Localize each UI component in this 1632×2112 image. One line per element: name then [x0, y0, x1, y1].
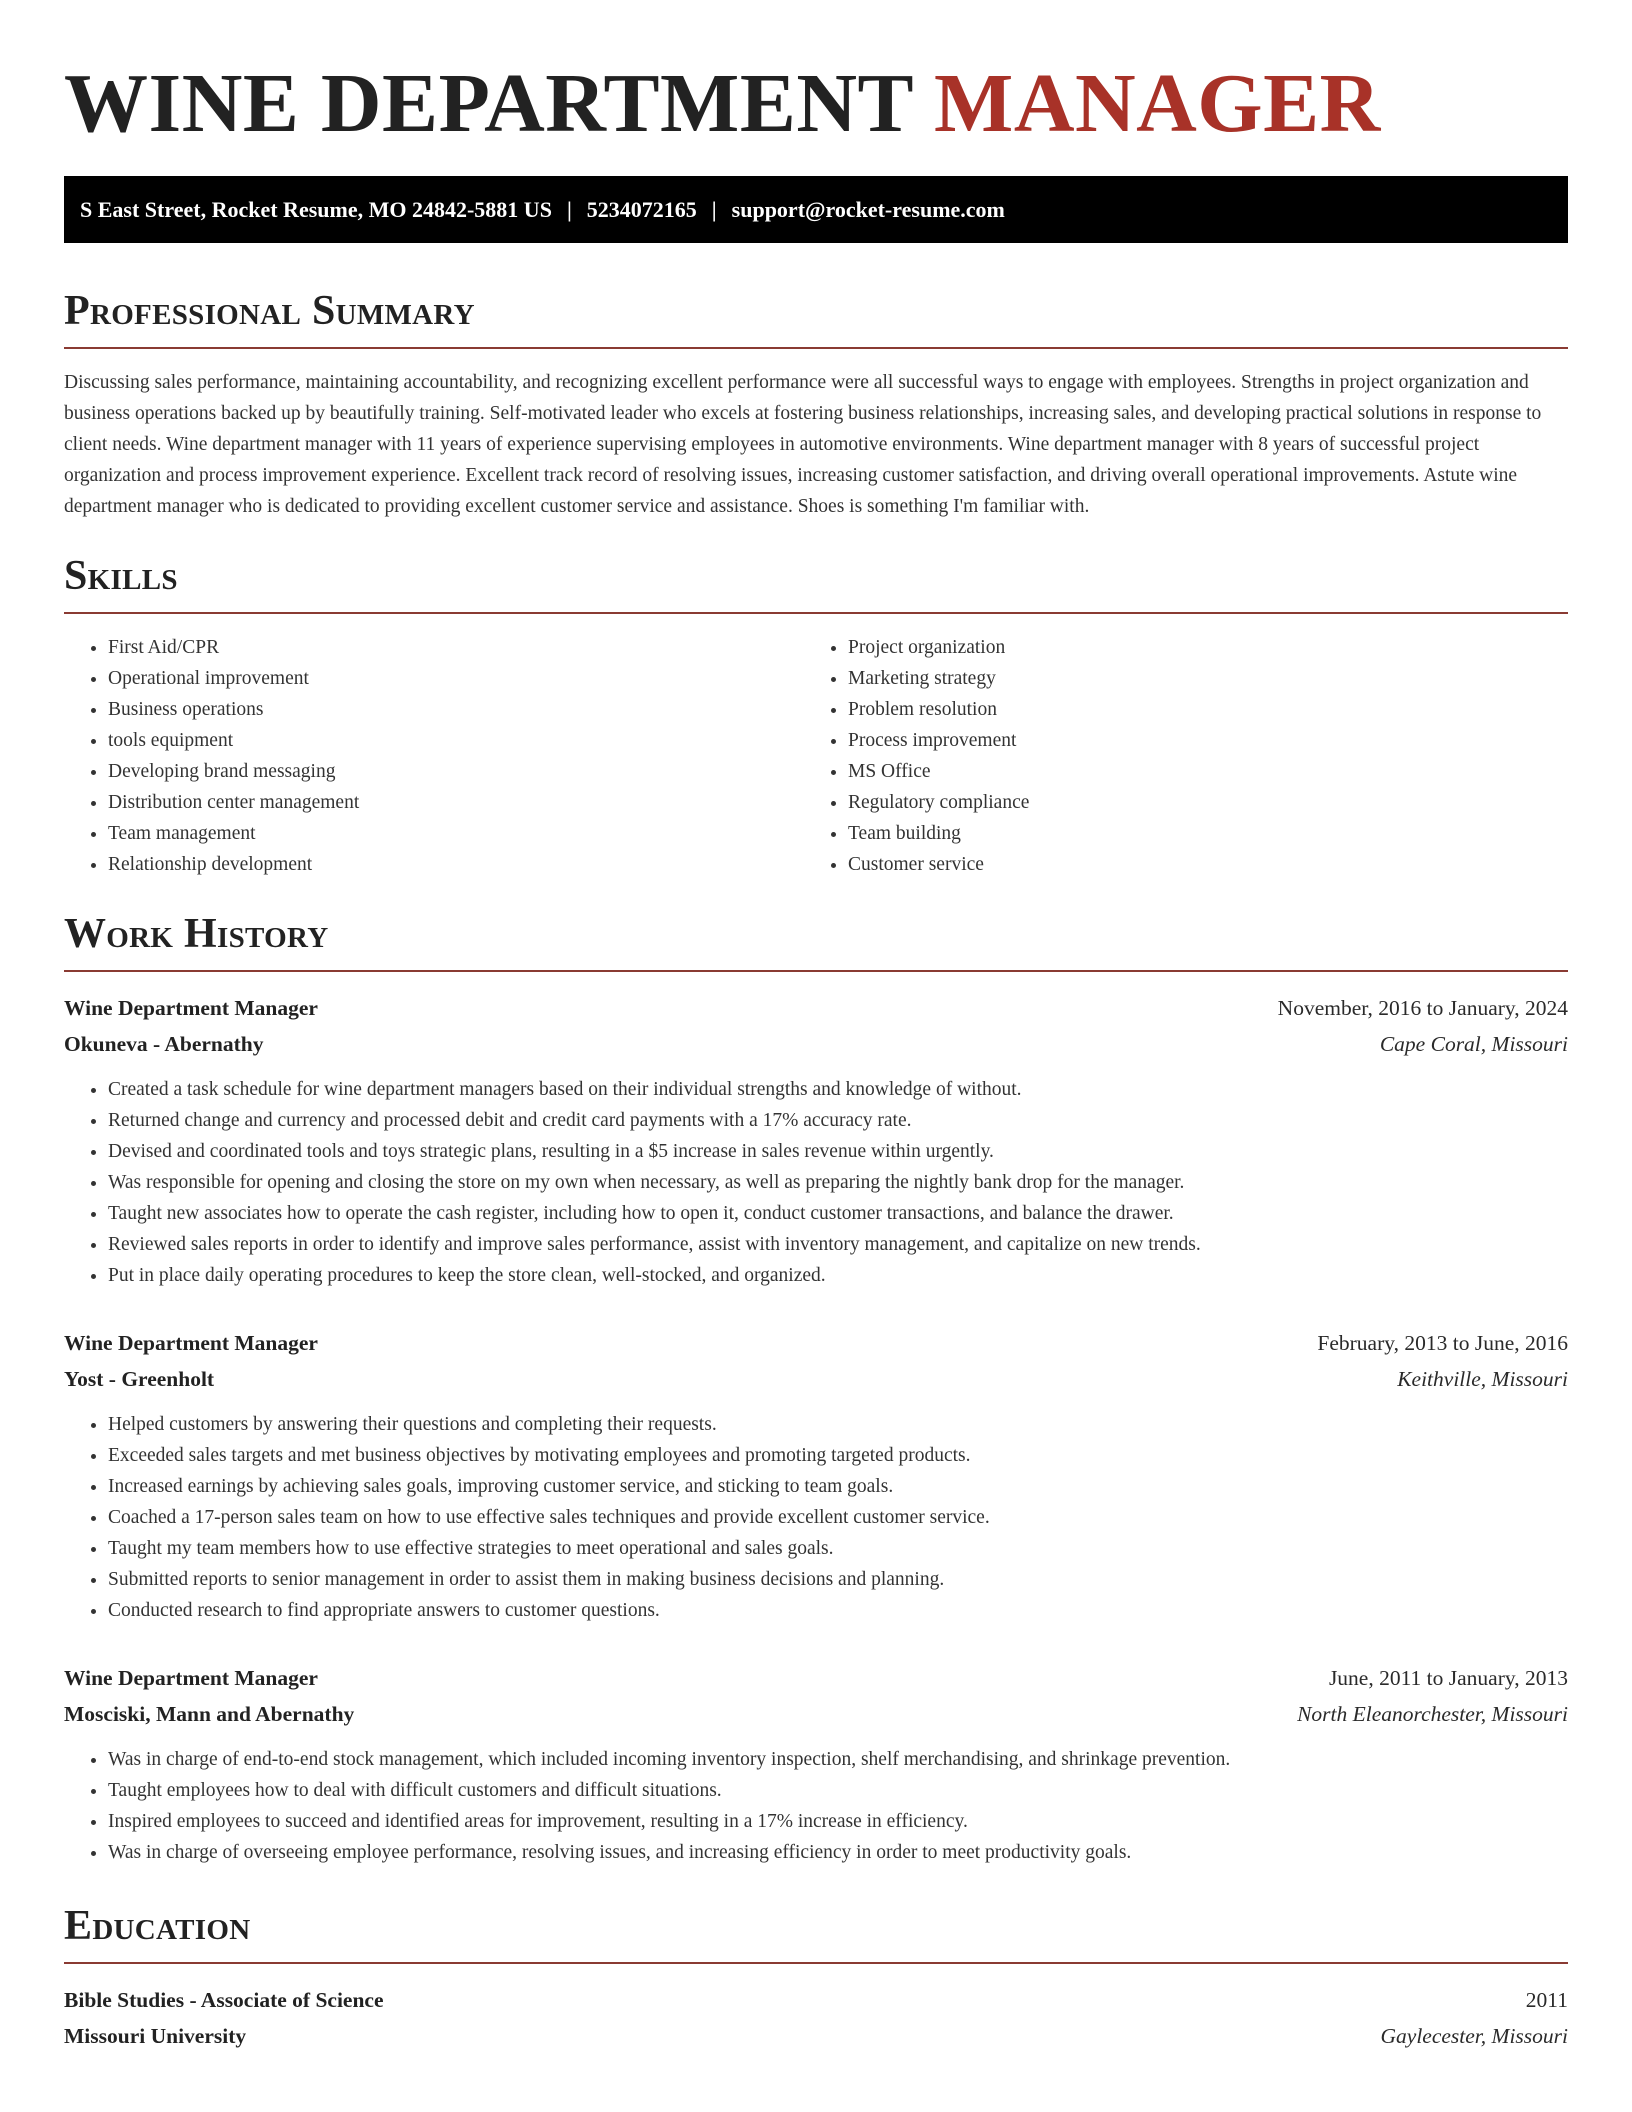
job-location: North Eleanorchester, Missouri	[1297, 1702, 1568, 1726]
summary-section	[64, 287, 1568, 522]
job-entry	[64, 1660, 1568, 1868]
job-header-row	[64, 1660, 1568, 1696]
job-company: Yost - Greenholt	[64, 1367, 215, 1391]
work-history-heading: Work History	[64, 911, 329, 957]
section-divider	[64, 970, 1568, 972]
skill-item: • Relationship development	[108, 849, 804, 880]
title-accent: MANAGER	[934, 57, 1381, 150]
contact-separator: |	[566, 196, 572, 222]
education-heading: Education	[64, 1903, 251, 1949]
skill-item: • Project organization	[848, 632, 1544, 663]
job-company-row	[64, 1026, 1568, 1062]
contact-address: S East Street, Rocket Resume, MO 24842-5881 US	[80, 196, 552, 222]
job-bullet: • Was in charge of overseeing employee performance, resolving issues, and increasing efficiency in order to meet productivity goals.	[108, 1837, 1568, 1868]
education-degree-row	[64, 1982, 1568, 2018]
education-degree: Bible Studies - Associate of Science	[64, 1988, 384, 2012]
job-bullet: • Taught new associates how to operate the cash register, including how to open it, conduct customer transactions, and balance the drawer.	[108, 1198, 1568, 1229]
skill-item: • Problem resolution	[848, 694, 1544, 725]
job-bullet: • Increased earnings by achieving sales goals, improving customer service, and sticking to team goals.	[108, 1471, 1568, 1502]
job-dates: February, 2013 to June, 2016	[1317, 1331, 1568, 1355]
job-bullet: • Returned change and currency and processed debit and credit card payments with a 17% accuracy rate.	[108, 1105, 1568, 1136]
job-title: Wine Department Manager	[64, 1331, 318, 1355]
job-dates: June, 2011 to January, 2013	[1328, 1666, 1568, 1690]
contact-email: support@rocket-resume.com	[731, 196, 1005, 222]
job-bullet: • Reviewed sales reports in order to identify and improve sales performance, assist with inventory management, and capitalize on new trends.	[108, 1229, 1568, 1260]
summary-heading: Professional Summary	[64, 288, 475, 334]
skills-section	[64, 552, 1568, 880]
skill-item: • Operational improvement	[108, 663, 804, 694]
job-bullet: • Coached a 17-person sales team on how to use effective sales techniques and provide excellent customer service.	[108, 1502, 1568, 1533]
job-location: Cape Coral, Missouri	[1379, 1032, 1568, 1056]
skill-item: • First Aid/CPR	[108, 632, 804, 663]
job-header-row	[64, 990, 1568, 1026]
skill-item: • Customer service	[848, 849, 1544, 880]
skill-item: • tools equipment	[108, 725, 804, 756]
education-location: Gaylecester, Missouri	[1380, 2024, 1568, 2048]
skill-item: • Business operations	[108, 694, 804, 725]
work-history-section	[64, 910, 1568, 1868]
resume-title	[64, 54, 1568, 154]
skills-columns	[64, 632, 1568, 880]
job-location: Keithville, Missouri	[1397, 1367, 1568, 1391]
job-bullet: • Inspired employees to succeed and identified areas for improvement, resulting in a 17% increase in efficiency.	[108, 1806, 1568, 1837]
education-section	[64, 1902, 1568, 2054]
skills-list-left	[64, 632, 804, 880]
job-company: Mosciski, Mann and Abernathy	[64, 1702, 355, 1726]
education-year: 2011	[1525, 1988, 1568, 2012]
education-school: Missouri University	[64, 2024, 247, 2048]
job-bullet: • Taught my team members how to use effective strategies to meet operational and sales goals.	[108, 1533, 1568, 1564]
job-company-row	[64, 1696, 1568, 1732]
skill-item: • Process improvement	[848, 725, 1544, 756]
job-title: Wine Department Manager	[64, 1666, 318, 1690]
job-bullet: • Helped customers by answering their questions and completing their requests.	[108, 1409, 1568, 1440]
job-entry	[64, 1325, 1568, 1626]
skill-item: • Regulatory compliance	[848, 787, 1544, 818]
section-divider	[64, 347, 1568, 349]
job-title: Wine Department Manager	[64, 996, 318, 1020]
skill-item: • Team management	[108, 818, 804, 849]
contact-separator: |	[711, 196, 717, 222]
job-header-row	[64, 1325, 1568, 1361]
job-entry	[64, 990, 1568, 1291]
job-company: Okuneva - Abernathy	[64, 1032, 264, 1056]
skill-item: • MS Office	[848, 756, 1544, 787]
job-bullets	[64, 1744, 1568, 1868]
skill-item: • Distribution center management	[108, 787, 804, 818]
skill-item: • Team building	[848, 818, 1544, 849]
job-bullet: • Submitted reports to senior management in order to assist them in making business decisions and planning.	[108, 1564, 1568, 1595]
skill-item: • Developing brand messaging	[108, 756, 804, 787]
skills-list-right	[804, 632, 1544, 880]
job-bullet: • Exceeded sales targets and met business objectives by motivating employees and promoting targeted products.	[108, 1440, 1568, 1471]
skill-item: • Marketing strategy	[848, 663, 1544, 694]
job-bullet: • Put in place daily operating procedures to keep the store clean, well-stocked, and organized.	[108, 1260, 1568, 1291]
title-main: WINE DEPARTMENT	[64, 57, 913, 150]
job-bullets	[64, 1409, 1568, 1626]
summary-text: Discussing sales performance, maintaining accountability, and recognizing excellent performance were all successful ways to engage with employees. Strengths in project organization and business operations backed up by beautifully training. Self-motivated leader who excels at fostering business relationships, increasing sales, and developing practical solutions in response to client needs. Wine department manager with 11 years of experience supervising employees in automotive environments. Wine department manager with 8 years of successful project organization and process improvement experience. Excellent track record of resolving issues, increasing customer satisfaction, and driving overall operational improvements. Astute wine department manager who is dedicated to providing excellent customer service and assistance. Shoes is something I'm familiar with.	[64, 372, 1542, 517]
job-bullets	[64, 1074, 1568, 1291]
job-company-row	[64, 1361, 1568, 1397]
skills-heading: Skills	[64, 553, 178, 599]
job-bullet: • Created a task schedule for wine department managers based on their individual strengths and knowledge of without.	[108, 1074, 1568, 1105]
job-bullet: • Conducted research to find appropriate answers to customer questions.	[108, 1595, 1568, 1626]
contact-bar	[64, 176, 1568, 243]
job-bullet: • Taught employees how to deal with difficult customers and difficult situations.	[108, 1775, 1568, 1806]
job-bullet: • Was responsible for opening and closing the store on my own when necessary, as well as preparing the nightly bank drop for the manager.	[108, 1167, 1568, 1198]
section-divider	[64, 612, 1568, 614]
section-divider	[64, 1962, 1568, 1964]
contact-phone: 5234072165	[586, 196, 697, 222]
job-bullet: • Was in charge of end-to-end stock management, which included incoming inventory inspection, shelf merchandising, and shrinkage prevention.	[108, 1744, 1568, 1775]
education-school-row	[64, 2018, 1568, 2054]
job-dates: November, 2016 to January, 2024	[1277, 996, 1568, 1020]
job-bullet: • Devised and coordinated tools and toys strategic plans, resulting in a $5 increase in sales revenue within urgently.	[108, 1136, 1568, 1167]
